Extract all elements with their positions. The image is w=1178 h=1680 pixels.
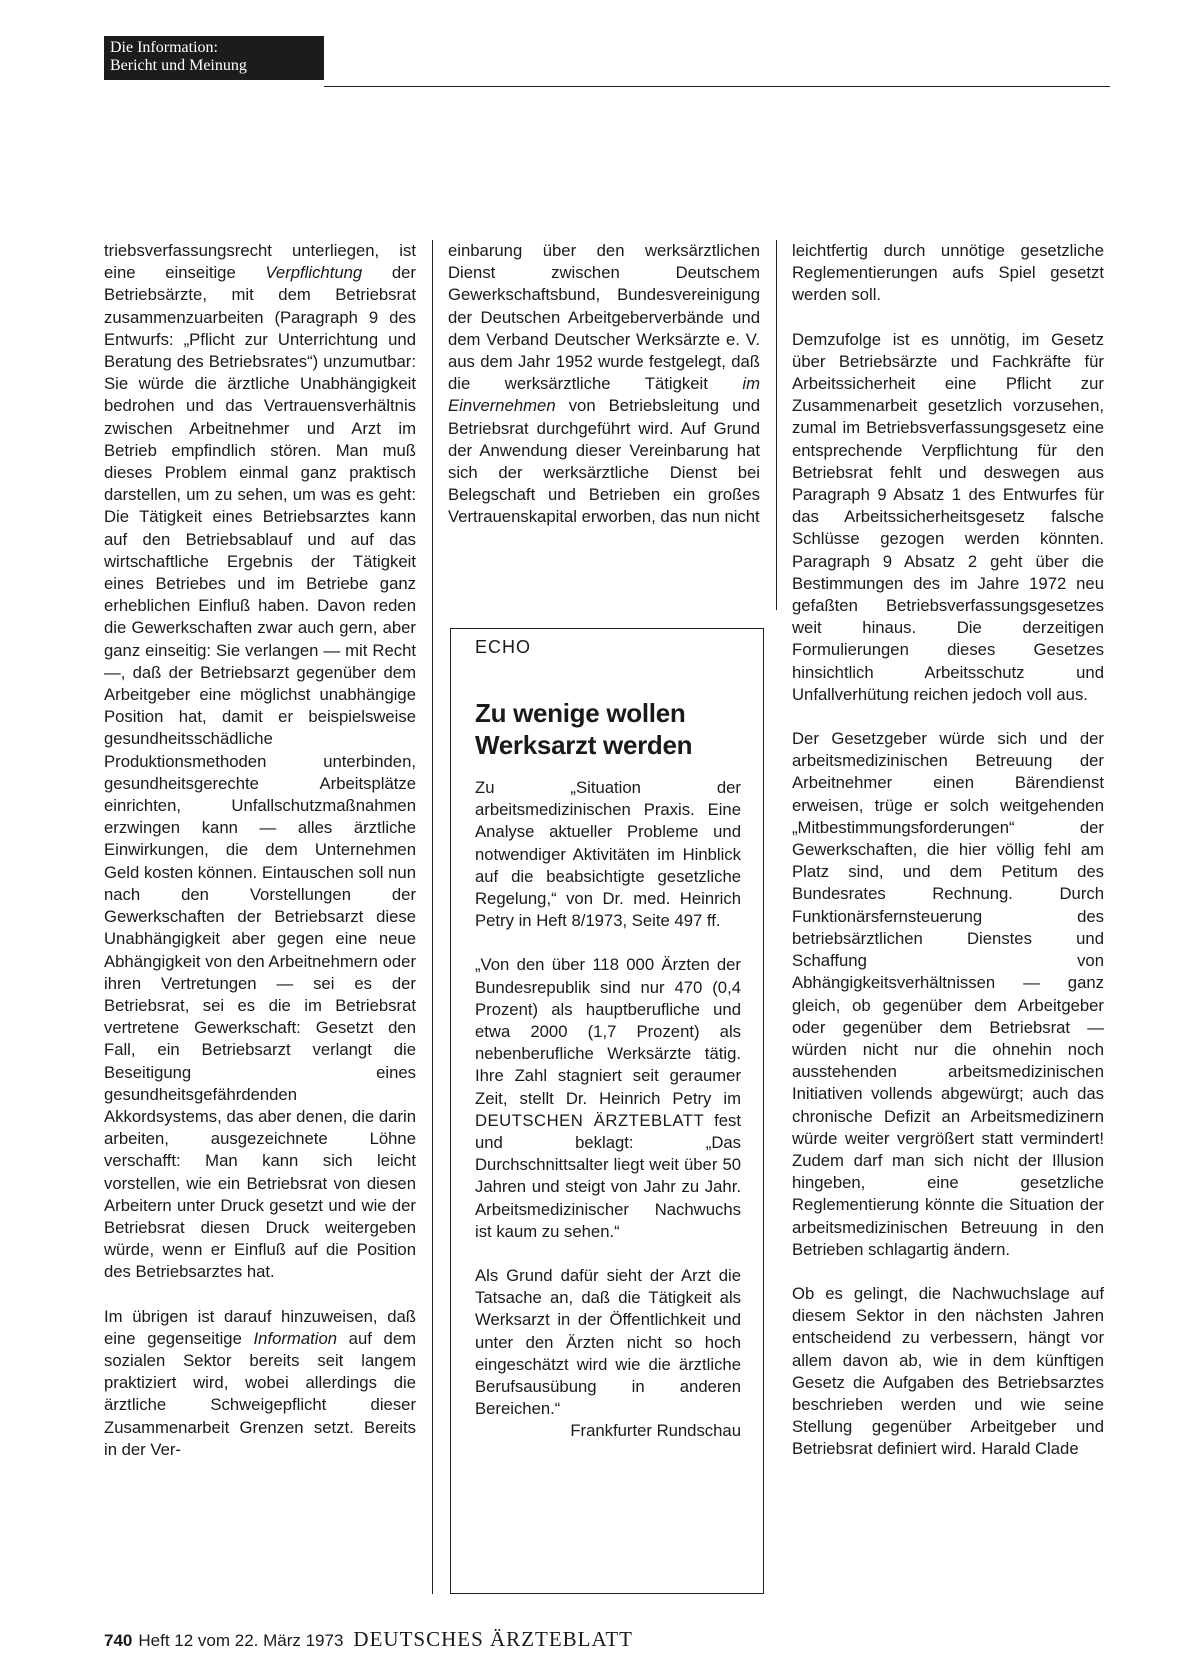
column-2 xyxy=(448,240,760,529)
issue-info: Heft 12 vom 22. März 1973 xyxy=(138,1631,344,1650)
echo-title-line: Werksarzt werden xyxy=(475,730,693,760)
column-3-paragraph-2: Demzufolge ist es unnötig, im Gesetz über Betriebsärzte und Fachkräfte für Arbeitssicherheit eine Pflicht zur Zusammenarbeit gesetzlich vorzusehen, zumal im Betriebsverfassungsgesetz eine entsprechende Verpflichtung für den Betriebsrat fehlt und deswegen aus Paragraph 9 Absatz 1 des Entwurfes für das Arbeitssicherheitsgesetz falsche Schlüsse gezogen werden könnten. Paragraph 9 Absatz 2 geht über die Bestimmungen des im Jahre 1972 neu gefaßten Betriebsverfassungsgesetzes weit hinaus. Die derzeitigen Formulierungen dieses Gesetzes hinsichtlich Arbeitsschutz und Unfallverhütung reichen jedoch voll aus. xyxy=(792,329,1104,704)
journal-title: DEUTSCHES ÄRZTEBLATT xyxy=(353,1627,633,1651)
emphasis-text: Verpflichtung xyxy=(265,263,363,283)
section-header-line2: Bericht und Meinung xyxy=(110,57,247,74)
echo-body xyxy=(475,777,741,1443)
echo-paragraph-1: Zu „Situation der arbeitsmedizinischen Praxis. Eine Analyse aktueller Probleme und notwendiger Aktivitäten im Hinblick auf die beabsichtigte gesetzliche Regelung,“ von Dr. med. Heinrich Petry in Heft 8/1973, Seite 497 ff. xyxy=(475,778,741,931)
text-run: triebsverfassungsrecht unterliegen, ist eine einseitige xyxy=(104,241,416,283)
column-divider-2 xyxy=(776,240,777,610)
column-3-paragraph-4: Ob es gelingt, die Nachwuchslage auf diesem Sektor in den nächsten Jahren entscheidend zu verbessern, hängt vor allem davon ab, wie in dem künftigen Gesetz die Aufgaben des Betriebsarztes beschrieben werden und wie seine Stellung gegenüber Arbeitgeber und Betriebsrat definiert wird. Harald Clade xyxy=(792,1283,1104,1459)
section-header-line1: Die Information: xyxy=(110,39,218,56)
text-run: einbarung über den werksärztlichen Dienst zwischen Deutschem Gewerkschaftsbund, Bundesvereinigung der Deutschen Arbeitgeberverbände und dem Verband Deutscher Werksärzte e. V. aus dem Jahr 1952 wurde festgelegt, daß die werksärztliche Tätigkeit xyxy=(448,241,760,394)
column-2-paragraph-1 xyxy=(448,240,760,529)
text-run: auf dem sozialen Sektor bereits seit langem praktiziert wird, wobei allerdings die ärztliche Schweigepflicht dieser Zusammenarbeit Grenzen setzt. Bereits in der Ver- xyxy=(104,1328,417,1459)
emphasis-text: Information xyxy=(253,1328,338,1348)
page-footer xyxy=(104,1628,633,1652)
column-1-paragraph-2 xyxy=(104,1306,416,1461)
text-run: von Betriebsleitung und Betriebsrat durchgeführt wird. Auf Grund der Anwendung dieser Vereinbarung hat sich der werksärztliche Dienst bei Belegschaft und Betrieben ein großes Vertrauenskapital erworben, das nun nicht xyxy=(448,396,760,527)
echo-title xyxy=(475,697,755,761)
echo-paragraph-2 xyxy=(475,954,741,1243)
echo-label: ECHO xyxy=(475,637,532,657)
echo-paragraph-3: Als Grund dafür sieht der Arzt die Tatsache an, daß die Tätigkeit als Werksarzt in der Öffentlichkeit und unter den Ärzten nicht so hoch eingeschätzt wird wie die ärztliche Berufsausübung in anderen Bereichen.“ xyxy=(475,1266,741,1419)
emphasis-text: im Einvernehmen xyxy=(448,374,760,416)
text-run: Im übrigen ist darauf hinzuweisen, daß eine gegenseitige xyxy=(104,1306,416,1348)
text-run: „Von den über 118 000 Ärzten der Bundesrepublik sind nur 470 (0,4 Prozent) als hauptberufliche und etwa 2000 (1,7 Prozent) als nebenberufliche Werksärzte tätig. Ihre Zahl stagniert seit geraumer Zeit, stellt Dr. Heinrich Petry im xyxy=(475,955,741,1108)
echo-title-line: Zu wenige wollen xyxy=(475,698,686,728)
column-1 xyxy=(104,240,416,1461)
column-3 xyxy=(792,240,1104,1461)
page-number: 740 xyxy=(104,1631,133,1650)
column-divider-1 xyxy=(432,240,433,1594)
header-rule xyxy=(324,86,1110,87)
section-header xyxy=(104,36,324,80)
column-3-paragraph-1: leichtfertig durch unnötige gesetzliche Reglementierungen aufs Spiel gesetzt werden soll. xyxy=(792,241,1104,305)
echo-source: Frankfurter Rundschau xyxy=(570,1421,741,1441)
echo-box xyxy=(450,628,764,1594)
journal-name-text: DEUTSCHEN ÄRZTEBLATT xyxy=(475,1110,705,1130)
column-3-paragraph-3: Der Gesetzgeber würde sich und der arbeitsmedizinischen Betreuung der Arbeitnehmer einen Bärendienst erweisen, trüge er solch weitgehenden „Mitbestimmungsforderungen“ der Gewerkschaften, die hier völlig fehl am Platz sind, und dem Petitum des Bundesrates Rechnung. Durch Funktionärsfernsteuerung des betriebsärztlichen Dienstes und Schaffung von Abhängigkeitsverhältnissen — ganz gleich, ob gegenüber dem Arbeitgeber oder gegenüber dem Betriebsrat — würden nicht nur die ohnehin noch ausstehenden arbeitsmedizinischen Initiativen vollends abgewürgt; auch das chronische Defizit an Arbeitsmedizinern würde weiter vergrößert statt vermindert! Zudem darf man sich nicht der Illusion hingeben, eine gesetzliche Reglementierung könnte die Situation der arbeitsmedizinischen Betreuung in den Betrieben schlagartig ändern. xyxy=(792,729,1104,1259)
column-1-paragraph-1 xyxy=(104,240,416,1284)
text-run: der Betriebsärzte, mit dem Betriebsrat zusammenzuarbeiten (Paragraph 9 des Entwurfs: „Pflicht zur Unterrichtung und Beratung des Betriebsrates“) unzumutbar: Sie würde die ärztliche Unabhängigkeit bedrohen und das Vertrauensverhältnis zwischen Arbeitnehmer und Arzt im Betrieb empfindlich stören. Man muß dieses Problem einmal ganz praktisch darstellen, um zu sehen, um was es geht: Die Tätigkeit eines Betriebsarztes kann auf den Betriebsablauf und auf das wirtschaftliche Ergebnis der Tätigkeit eines Betriebes und im Betriebe ganz erheblichen Einfluß haben. Davon reden die Gewerkschaften zwar auch gern, aber ganz einseitig: Sie verlangen — mit Recht —, daß der Betriebsarzt gegenüber dem Arbeitgeber eine möglichst unabhängige Position hat, damit er beispielsweise gesundheitsschädliche Produktionsmethoden unterbinden, gesundheitsgerechte Arbeitsplätze einrichten, Unfallschutzmaßnahmen erzwingen kann — alles ärztliche Einwirkungen, die dem Unternehmen Geld kosten können. Eintauschen soll nun nach den Vorstellungen der Gewerkschaften der Betriebsarzt diese Unabhängigkeit aber gegen eine neue Abhängigkeit von den Arbeitnehmern oder ihren Vertretungen — sei es der Betriebsrat, sei es die im Betriebsrat vertretene Gewerkschaft: Gesetzt den Fall, ein Betriebsarzt verlangt die Beseitigung eines gesundheitsgefährdenden Akkordsystems, das aber denen, die darin arbeiten, ausgezeichnete Löhne verschafft: Man kann sich leicht vorstellen, wie ein Betriebsrat von diesen Arbeitern unter Druck gesetzt und wie der Betriebsrat diesen Druck weitergeben würde, wenn er Einfluß auf die Position des Betriebsarztes hat. xyxy=(104,263,416,1282)
text-run: fest und beklagt: „Das Durchschnittsalter liegt weit über 50 Jahren und steigt von Jahr zu Jahr. Arbeitsmedizinischer Nachwuchs ist kaum zu sehen.“ xyxy=(475,1110,741,1241)
